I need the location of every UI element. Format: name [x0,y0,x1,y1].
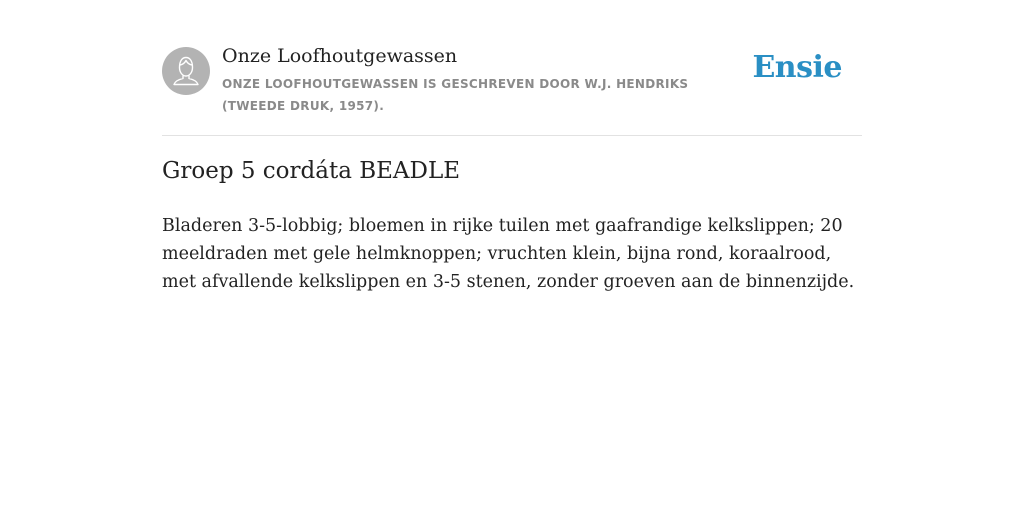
source-subtitle: ONZE LOOFHOUTGEWASSEN IS GESCHREVEN DOOR W.J. HENDRIKS (TWEEDE DRUK, 1957). [222,77,689,113]
ensie-logo[interactable]: Ensie [752,50,842,85]
source-header [162,0,862,136]
page [162,0,862,292]
entry-body: Bladeren 3-5-lobbig; bloemen in rijke tuilen met gaafrandige kelkslippen; 20 meeldraden met gele helmknoppen; vruchten klein, bijna rond, koraalrood, met afvallende kelkslippen en 3-5 stenen, zonder groeven aan de binnenzijde. [162,216,855,292]
user-avatar-icon [162,47,210,95]
source-title[interactable]: Onze Loofhoutgewassen [222,45,458,67]
entry-title: Groep 5 cordáta BEADLE [162,158,461,184]
